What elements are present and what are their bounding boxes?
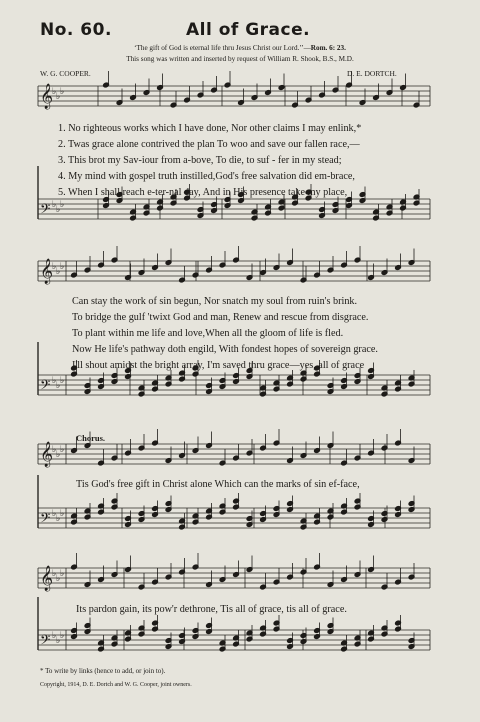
staff: [38, 83, 430, 109]
flat-sign: ♭: [52, 262, 57, 272]
chorus-line-1: Tis God's free gift in Christ alone Which can the marks of sin ef-face,: [76, 479, 360, 490]
treble-clef: 𝄞: [40, 442, 54, 467]
dedication-note: This song was written and inserted by request of William R. Shook, B.S., M.D.: [126, 55, 354, 63]
verse-3-line-b: To plant within me life and love,When all the gloom of life is fled.: [72, 328, 344, 339]
flat-sign: ♭: [60, 569, 65, 579]
flat-sign: ♭: [56, 267, 61, 277]
hymn-number: No. 60.: [40, 20, 112, 40]
flat-sign: ♭: [56, 574, 61, 584]
verse-5-line-a: 5. When I shall reach e-ter-nal day, And in His presence take my place,: [58, 187, 348, 198]
verse-3-line-a: 3. This brot my Sav-iour from a-bove, To die, to suf - fer in my stead;: [58, 155, 342, 166]
chorus-line-2: Its pardon gain, its pow'r dethrone, Tis all of grace, tis all of grace.: [76, 604, 347, 615]
bass-clef: 𝄢: [40, 201, 51, 220]
epigraph-quote: ‘The gift of God is eternal life thru Jesus Christ our Lord.’’—: [134, 44, 311, 52]
verse-1-line-b: Can stay the work of sin begun, Nor snatch my soul from ruin's brink.: [72, 296, 358, 307]
flat-sign: ♭: [52, 376, 57, 386]
flat-sign: ♭: [56, 205, 61, 215]
flat-sign: ♭: [52, 445, 57, 455]
verse-4-line-a: 4. My mind with gospel truth instilled,God's free salvation did em-brace,: [58, 171, 355, 182]
flat-sign: ♭: [56, 636, 61, 646]
flat-sign: ♭: [60, 445, 65, 455]
verse-1-line-a: 1. No righteous works which I have done, Nor other claims I may enlink,*: [58, 123, 362, 134]
bass-clef: 𝄢: [40, 377, 51, 396]
bass-clef: 𝄢: [40, 632, 51, 651]
treble-clef: 𝄞: [40, 566, 54, 591]
verse-4-line-b: Now He life's pathway doth engild, With fondest hopes of sovereign grace.: [72, 344, 378, 355]
flat-sign: ♭: [60, 509, 65, 519]
lyricist-credit: W. G. COOPER.: [40, 69, 91, 78]
treble-clef: 𝄞: [40, 259, 54, 284]
chorus-label: Chorus.: [76, 433, 106, 443]
flat-sign: ♭: [60, 200, 65, 210]
copyright-notice: Copyright, 1914, D. E. Dortch and W. G. Cooper, joint owners.: [40, 682, 192, 688]
composer-credit: D. E. DORTCH.: [347, 69, 397, 78]
flat-sign: ♭: [52, 87, 57, 97]
flat-sign: ♭: [56, 92, 61, 102]
flat-sign: ♭: [60, 87, 65, 97]
footnote: * To write by links (hence to add, or join to).: [40, 667, 166, 675]
treble-clef: 𝄞: [40, 84, 54, 109]
bass-clef: 𝄢: [40, 510, 51, 529]
flat-sign: ♭: [60, 262, 65, 272]
flat-sign: ♭: [60, 376, 65, 386]
flat-sign: ♭: [60, 631, 65, 641]
verse-2-line-b: To bridge the gulf 'twixt God and man, Renew and rescue from disgrace.: [72, 312, 369, 323]
flat-sign: ♭: [56, 381, 61, 391]
verse-2-line-a: 2. Twas grace alone contrived the plan To woo and save our fallen race,—: [58, 139, 360, 150]
epigraph-reference: Rom. 6: 23.: [310, 44, 346, 52]
hymn-title: All of Grace.: [186, 20, 311, 40]
flat-sign: ♭: [56, 514, 61, 524]
flat-sign: ♭: [52, 509, 57, 519]
flat-sign: ♭: [56, 450, 61, 460]
flat-sign: ♭: [52, 569, 57, 579]
flat-sign: ♭: [52, 200, 57, 210]
verse-5-line-b: I'll shout amidst the bright array, I'm saved thru grace—yes, all of grace: [72, 360, 365, 371]
flat-sign: ♭: [52, 631, 57, 641]
